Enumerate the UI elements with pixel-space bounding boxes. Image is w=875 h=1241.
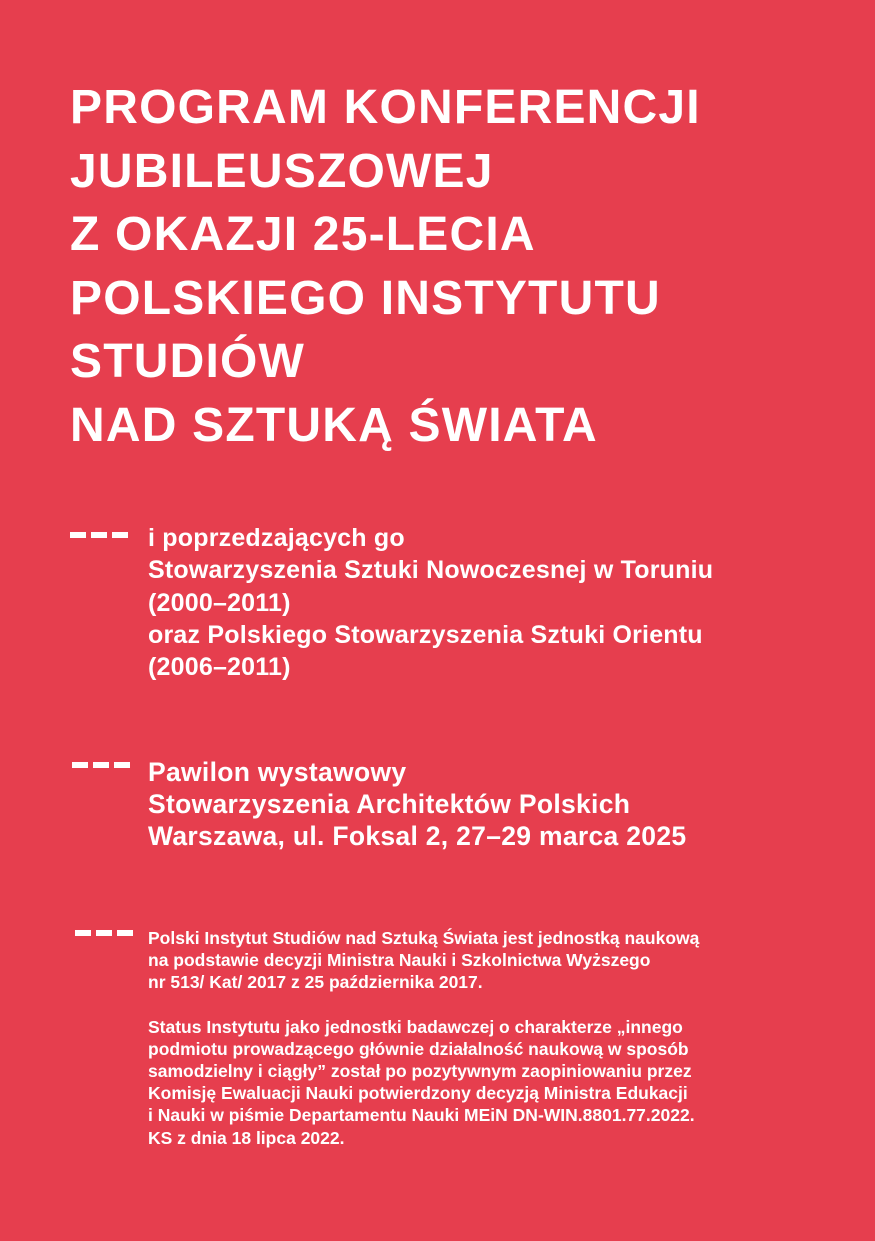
text-line: na podstawie decyzji Ministra Nauki i Szkolnictwa Wyższego	[148, 950, 651, 971]
text-line: nr 513/ Kat/ 2017 z 25 października 2017.	[148, 972, 483, 993]
venue-section	[148, 756, 686, 852]
text-line: KS z dnia 18 lipca 2022.	[148, 1127, 345, 1148]
text-line: i Nauki w piśmie Departamentu Nauki MEiN DN-WIN.8801.77.2022.	[148, 1105, 695, 1126]
predecessors-section	[148, 522, 713, 683]
dash-divider-icon	[72, 762, 130, 768]
text-line: i poprzedzających go	[148, 524, 405, 552]
title-line: JUBILEUSZOWEJ	[70, 144, 494, 198]
title-line: STUDIÓW	[70, 335, 306, 388]
text-line: (2006–2011)	[148, 653, 291, 682]
title-line: NAD SZTUKĄ ŚWIATA	[70, 398, 598, 452]
text-line: Warszawa, ul. Foksal 2, 27–29 marca 2025	[148, 821, 687, 851]
dash-divider-icon	[70, 532, 128, 538]
title-line: POLSKIEGO INSTYTUTU	[70, 271, 661, 325]
text-line: Polski Instytut Studiów nad Sztuką Świata jest jednostką naukową	[148, 928, 700, 948]
text-line: (2000–2011)	[148, 588, 291, 617]
text-line: Stowarzyszenia Sztuki Nowoczesnej w Toruniu	[148, 556, 714, 585]
status-section	[148, 927, 699, 1149]
dash-divider-icon	[75, 930, 133, 936]
title-line: Z OKAZJI 25-LECIA	[70, 208, 536, 261]
text-line: samodzielny i ciągły” został po pozytywnym zaopiniowaniu przez	[148, 1061, 692, 1082]
text-line: Pawilon wystawowy	[148, 757, 407, 787]
page-title	[70, 76, 701, 457]
text-line: podmiotu prowadzącego głównie działalność naukową w sposób	[148, 1038, 689, 1059]
text-line: oraz Polskiego Stowarzyszenia Sztuki Orientu	[148, 620, 703, 649]
text-line: Komisję Ewaluacji Nauki potwierdzony decyzją Ministra Edukacji	[148, 1083, 688, 1104]
text-line: Status Instytutu jako jednostki badawczej o charakterze „innego	[148, 1016, 683, 1037]
title-line: PROGRAM KONFERENCJI	[70, 81, 701, 134]
text-line: Stowarzyszenia Architektów Polskich	[148, 789, 631, 819]
